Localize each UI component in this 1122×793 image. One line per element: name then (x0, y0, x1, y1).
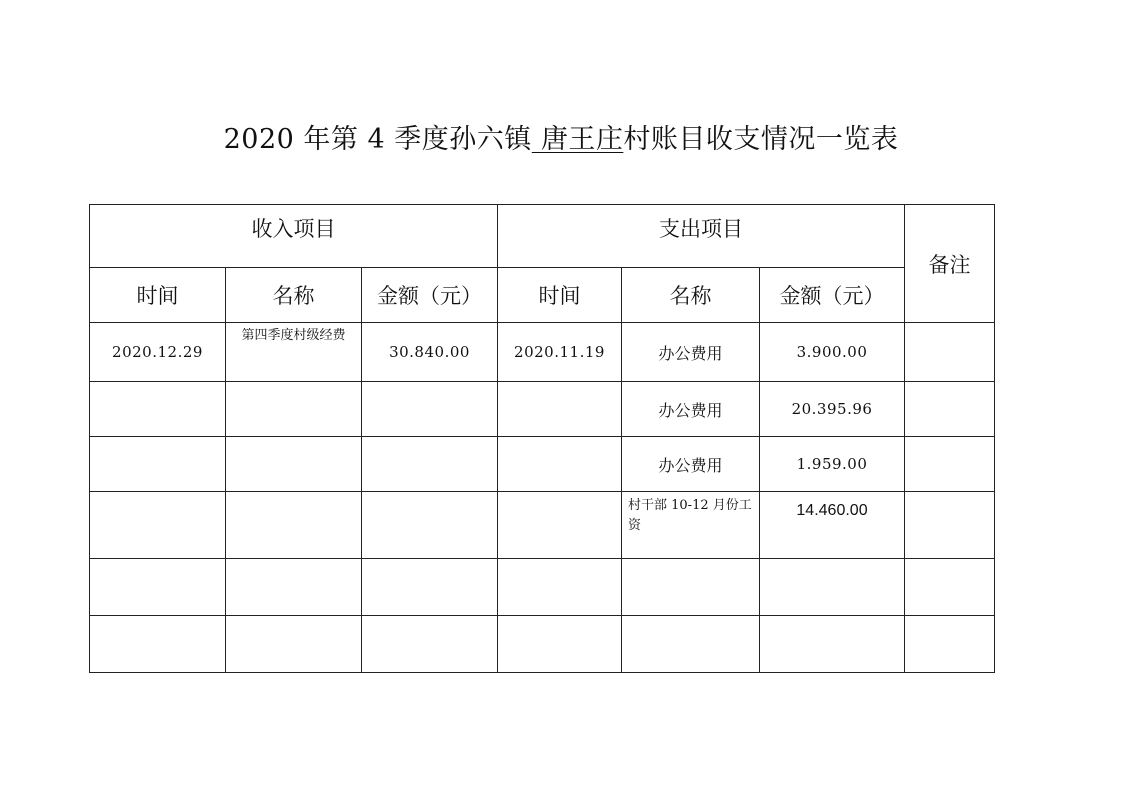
income-amount-cell: 30.840.00 (362, 323, 498, 382)
income-amount-cell (362, 492, 498, 559)
expense-date-cell (498, 616, 622, 673)
income-name-cell (226, 559, 362, 616)
title-suffix: 村账目收支情况一览表 (623, 124, 899, 155)
expense-name-cell (622, 559, 760, 616)
expense-amount-header: 金额（元） (760, 268, 905, 323)
table-row (90, 616, 995, 673)
table-row (90, 437, 995, 492)
income-name-cell (226, 492, 362, 559)
expense-amount-cell: 14.460.00 (760, 492, 905, 559)
income-name-cell (226, 616, 362, 673)
expense-name-cell: 办公费用 (622, 323, 760, 382)
expense-date-cell (498, 492, 622, 559)
income-name-cell: 第四季度村级经费 (226, 323, 362, 382)
income-amount-header: 金额（元） (362, 268, 498, 323)
income-date-header: 时间 (90, 268, 226, 323)
remark-cell (905, 492, 995, 559)
expense-name-cell (622, 616, 760, 673)
remark-header: 备注 (905, 205, 995, 323)
expense-amount-cell: 1.959.00 (760, 437, 905, 492)
expense-date-cell (498, 382, 622, 437)
expense-amount-cell (760, 616, 905, 673)
income-date-cell (90, 437, 226, 492)
table-row (90, 382, 995, 437)
income-date-cell (90, 492, 226, 559)
expense-group-header: 支出项目 (498, 205, 905, 268)
ledger-table (89, 204, 995, 673)
income-amount-cell (362, 382, 498, 437)
income-amount-cell (362, 616, 498, 673)
income-name-header: 名称 (226, 268, 362, 323)
page-title (0, 120, 1122, 160)
expense-name-header: 名称 (622, 268, 760, 323)
expense-name-cell: 村干部 10-12 月份工资 (622, 492, 760, 559)
income-name-cell (226, 382, 362, 437)
remark-cell (905, 437, 995, 492)
income-date-cell (90, 559, 226, 616)
table-row (90, 492, 995, 559)
expense-amount-cell (760, 559, 905, 616)
remark-cell (905, 559, 995, 616)
expense-amount-cell: 20.395.96 (760, 382, 905, 437)
title-prefix: 2020 年第 4 季度孙六镇 (223, 124, 532, 155)
income-amount-cell (362, 559, 498, 616)
expense-name-cell: 办公费用 (622, 382, 760, 437)
income-amount-cell (362, 437, 498, 492)
expense-date-cell (498, 559, 622, 616)
remark-cell (905, 616, 995, 673)
expense-name-cell: 办公费用 (622, 437, 760, 492)
expense-amount-cell: 3.900.00 (760, 323, 905, 382)
table-row (90, 323, 995, 382)
remark-cell (905, 382, 995, 437)
remark-cell (905, 323, 995, 382)
title-village-name: 唐王庄 (531, 124, 624, 155)
income-name-cell (226, 437, 362, 492)
income-date-cell (90, 382, 226, 437)
expense-date-cell (498, 437, 622, 492)
expense-date-header: 时间 (498, 268, 622, 323)
expense-date-cell: 2020.11.19 (498, 323, 622, 382)
income-date-cell: 2020.12.29 (90, 323, 226, 382)
income-group-header: 收入项目 (90, 205, 498, 268)
income-date-cell (90, 616, 226, 673)
table-row (90, 559, 995, 616)
